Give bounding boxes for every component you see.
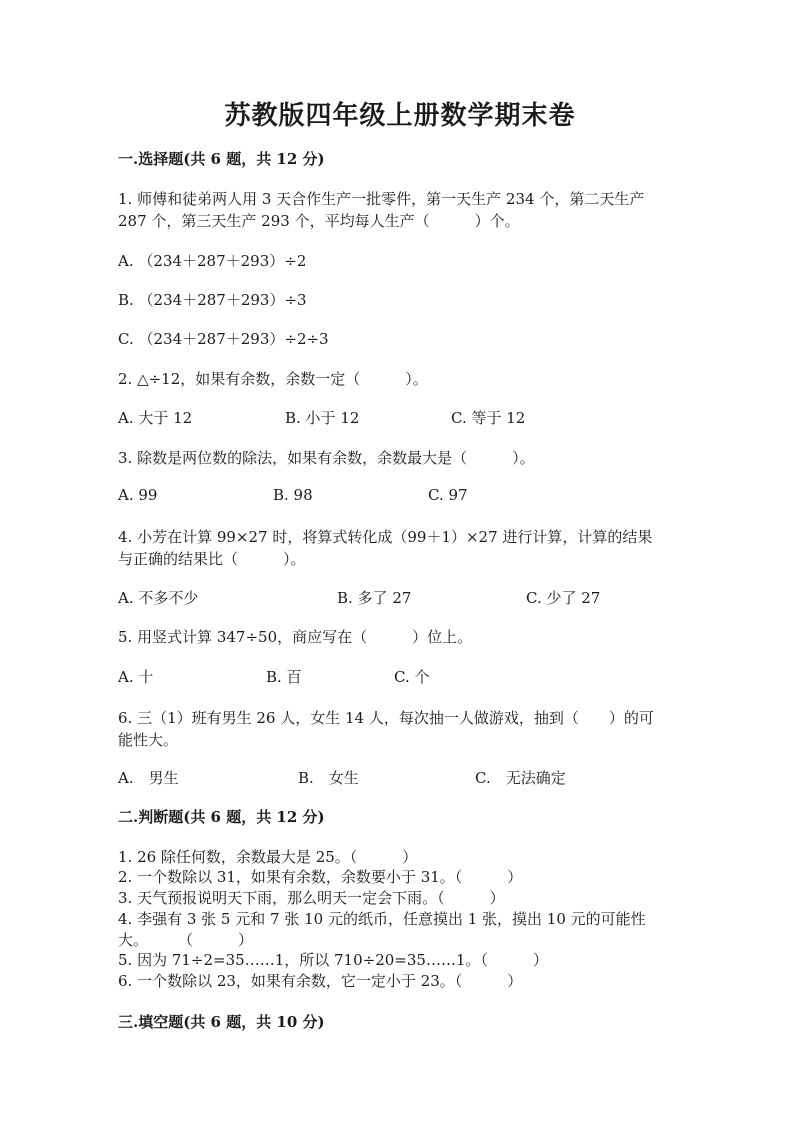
- question-4-option-c: C. 少了 27: [526, 589, 601, 607]
- question-6-text-line-2: 能性大。: [118, 731, 179, 749]
- question-6-option-b: B. 女生: [298, 769, 359, 787]
- judge-item-5: 5. 因为 71÷2=35……1，所以 710÷20=35……1。（ ）: [118, 951, 548, 969]
- question-3-options: [118, 486, 718, 508]
- question-2-options: [118, 407, 718, 429]
- question-1-text-line-1: 1. 师傅和徒弟两人用 3 天合作生产一批零件，第一天生产 234 个，第二天生产: [118, 190, 645, 208]
- question-5-options: [118, 666, 718, 688]
- question-5-option-a: A. 十: [118, 668, 154, 686]
- question-4-option-b: B. 多了 27: [337, 589, 412, 607]
- section-heading-true-false: 二.判断题(共 6 题，共 12 分): [118, 808, 325, 826]
- question-6-text-line-1: 6. 三（1）班有男生 26 人，女生 14 人，每次抽一人做游戏，抽到（ ）的可: [118, 709, 654, 727]
- question-4-text-line-1: 4. 小芳在计算 99×27 时，将算式转化成（99＋1）×27 进行计算，计算的结果: [118, 528, 653, 546]
- question-1-option-c: C. （234＋287＋293）÷2÷3: [118, 330, 329, 348]
- question-6-options: [118, 767, 718, 789]
- question-6-option-c: C. 无法确定: [475, 769, 566, 787]
- question-1-text-line-2: 287 个，第三天生产 293 个，平均每人生产（ ）个。: [118, 212, 520, 230]
- exam-title: 苏教版四年级上册数学期末卷: [224, 101, 576, 131]
- judge-item-2: 2. 一个数除以 31，如果有余数，余数要小于 31。（ ）: [118, 868, 523, 886]
- judge-item-1: 1. 26 除任何数，余数最大是 25。（ ）: [118, 848, 418, 866]
- question-4-option-a: A. 不多不少: [118, 589, 199, 607]
- question-1-option-b: B. （234＋287＋293）÷3: [118, 291, 307, 309]
- judge-item-4-line-2: 大。 （ ）: [118, 931, 254, 949]
- question-3-option-b: B. 98: [273, 486, 313, 504]
- judge-item-3: 3. 天气预报说明天下雨，那么明天一定会下雨。（ ）: [118, 889, 505, 907]
- question-6-option-a: A. 男生: [118, 769, 179, 787]
- question-5-option-c: C. 个: [394, 668, 430, 686]
- question-2-option-a: A. 大于 12: [118, 409, 193, 427]
- question-2-text: 2. △÷12，如果有余数，余数一定（ ）。: [118, 370, 428, 388]
- question-4-text-line-2: 与正确的结果比（ ）。: [118, 550, 306, 568]
- question-1-option-a: A. （234＋287＋293）÷2: [118, 252, 307, 270]
- section-heading-fill-in: 三.填空题(共 6 题，共 10 分): [118, 1013, 325, 1031]
- question-3-text: 3. 除数是两位数的除法，如果有余数，余数最大是（ ）。: [118, 449, 535, 467]
- judge-item-4-line-1: 4. 李强有 3 张 5 元和 7 张 10 元的纸币，任意摸出 1 张，摸出 10 元的可能性: [118, 910, 646, 928]
- judge-item-6: 6. 一个数除以 23，如果有余数，它一定小于 23。（ ）: [118, 972, 523, 990]
- question-2-option-c: C. 等于 12: [451, 409, 526, 427]
- section-heading-multiple-choice: 一.选择题(共 6 题，共 12 分): [118, 150, 325, 168]
- question-5-text: 5. 用竖式计算 347÷50，商应写在（ ）位上。: [118, 628, 473, 646]
- question-2-option-b: B. 小于 12: [285, 409, 360, 427]
- question-4-options: [118, 587, 718, 609]
- question-3-option-a: A. 99: [118, 486, 158, 504]
- question-3-option-c: C. 97: [428, 486, 468, 504]
- question-5-option-b: B. 百: [266, 668, 302, 686]
